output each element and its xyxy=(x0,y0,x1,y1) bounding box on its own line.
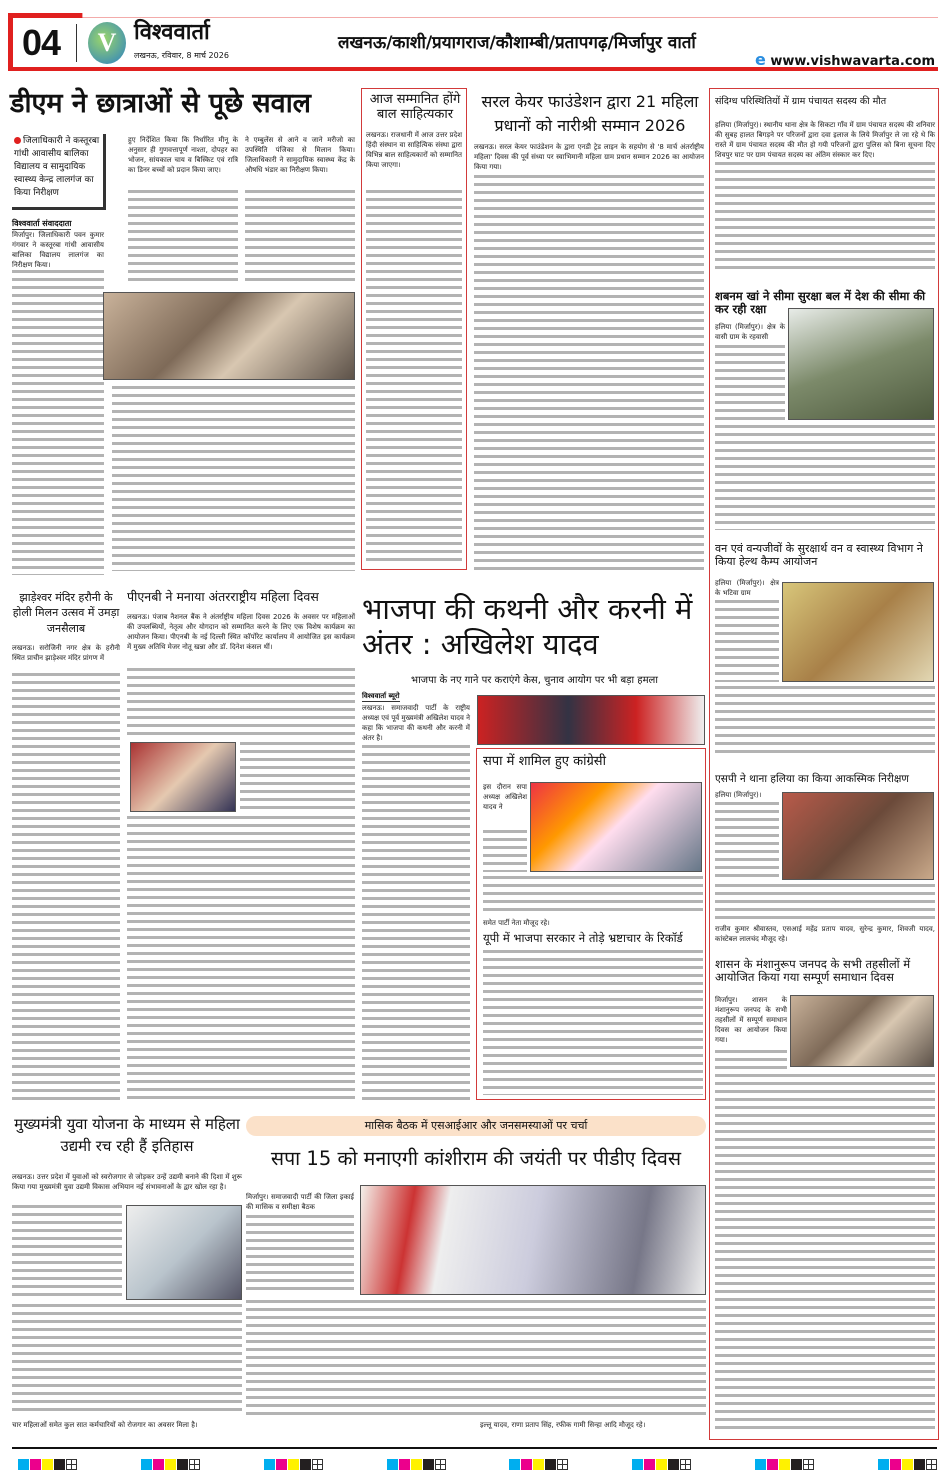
color-swatch xyxy=(644,1459,655,1470)
lead-death: हलिया (मिर्जापुर)। स्थानीय थाना क्षेत्र के सिकटा गाँव में ग्राम पंचायत सदस्य की शनिवार की सुबह हालत बिगड़ने पर परिजनों द्वारा दवा इलाज के लिये मिर्जापुर ले जा रहे थे कि रास्ते में ग्राम पंचायत सदस्य की मौत हो गयी परिजनों द्वारा पुलिस को बिना सूचना दिए शिवपुर घाट पर ग्राम पंचायत सदस्य का अंतिम संस्कार कर दिए। xyxy=(715,121,935,159)
color-bar xyxy=(878,1455,938,1474)
color-swatch xyxy=(276,1459,287,1470)
color-bar xyxy=(387,1455,447,1474)
headline-yuva: मुख्यमंत्री युवा योजना के माध्यम से महिला उद्यमी रच रही हैं इतिहास xyxy=(14,1115,240,1155)
lead-sp: हलिया (मिर्जापुर)। xyxy=(715,791,762,799)
crosshair-icon xyxy=(435,1459,446,1470)
crosshair-icon xyxy=(66,1459,77,1470)
headline-dm: डीएम ने छात्राओं से पूछे सवाल xyxy=(10,88,311,119)
color-swatch xyxy=(632,1459,643,1470)
lead-van: हलिया (मिर्जापुर)। क्षेत्र के भटिवा ग्राम xyxy=(715,579,779,597)
photo-dm xyxy=(103,292,355,380)
body-text xyxy=(715,802,779,880)
lead-jhad: लखनऊ। सरोजिनी नगर क्षेत्र के हरौनी स्थित प्राचीन झाड़ेश्वर मंदिर प्रांगण में xyxy=(12,644,120,662)
color-swatch xyxy=(288,1459,299,1470)
body-text xyxy=(128,190,238,285)
color-swatch xyxy=(300,1459,311,1470)
headline-van: वन एवं वन्यजीवों के सुरक्षार्थ वन व स्वास्थ्य विभाग ने किया हेल्थ कैम्प आयोजन xyxy=(715,542,923,568)
headline-congress: सपा में शामिल हुए कांग्रेसी xyxy=(483,754,606,769)
subhead-bjp: भाजपा के नए गाने पर कराएंगे केस, चुनाव आयोग पर भी बड़ा हमला xyxy=(411,675,658,686)
color-swatch xyxy=(399,1459,410,1470)
color-bar xyxy=(264,1455,324,1474)
col3-dm: ने एम्बुलेंस से आने व जाने मरीजो का उपस्थिति पंजिका से मिलान किया। जिलाधिकारी ने सामुदायिक स्वास्थ्य केंद्र के औषधि भंडार का निरीक्षण किया। xyxy=(245,136,355,174)
photo-van xyxy=(782,582,934,682)
body-text xyxy=(483,830,527,872)
color-swatch xyxy=(914,1459,925,1470)
color-swatch xyxy=(165,1459,176,1470)
photo-yuva xyxy=(126,1205,242,1300)
body-text xyxy=(246,1215,354,1295)
body-text xyxy=(715,162,935,274)
lead-bjp: लखनऊ। समाजवादी पार्टी के राष्ट्रीय अध्यक्ष एवं पूर्व मुख्यमंत्री अखिलेश यादव ने कहा कि भाजपा की कथनी और करनी में अंतर है। xyxy=(362,704,471,742)
color-swatch xyxy=(387,1459,398,1470)
edition-title: लखनऊ/काशी/प्रयागराज/कौशाम्बी/प्रतापगढ़/मिर्जापुर वार्ता xyxy=(338,33,696,53)
lead-shabnam: हलिया (मिर्जापुर)। क्षेत्र के वासी ग्राम के रहवासी xyxy=(715,323,785,341)
color-swatch xyxy=(264,1459,275,1470)
photo-shasan xyxy=(790,995,934,1067)
crosshair-icon xyxy=(189,1459,200,1470)
lead-kanshiram: मिर्जापुर। समाजवादी पार्टी की जिला इकाई की मासिक व समीक्षा बैठक xyxy=(246,1193,354,1211)
lead-bal: लखनऊ। राजधानी में आज उत्तर प्रदेश हिंदी संस्थान वा साहित्यिक संस्था द्वारा विभिन्न बाल साहित्यकारों को सम्मानित किया जाएगा। xyxy=(366,131,462,169)
photo-sp xyxy=(782,792,934,880)
body-text xyxy=(12,1304,242,1414)
body-text xyxy=(483,950,703,1095)
lead-sarla: लखनऊ। सरल केयर फाउंडेशन के द्वारा एनडी ट्रेड लाइन के सहयोग से '8 मार्च अंतर्राष्ट्रीय महिला' दिवस की पूर्व संध्या पर स्वाभिमानी महिला ग्राम प्रधान सम्मान 2026 का आयोजन किया गया। xyxy=(474,143,704,171)
col2-dm: हुए निर्देशित किया कि निर्धारित मीनू के अनुसार ही गुणवत्तापूर्ण नाश्ता, दोपहर का भोजन, सांयकाल चाय व बिस्किट एवं रात्रि का डिनर बच्चों को प्रदान किया जाए। xyxy=(128,136,238,174)
photo-congress xyxy=(530,782,702,872)
headline-jhad: झाड़ेश्वर मंदिर हरौनी के होली मिलन उत्सव में उमड़ा जनसैलाब xyxy=(12,591,120,635)
headline-shasan: शासन के मंशानुरूप जनपद के सभी तहसीलों में आयोजित किया गया सम्पूर्ण समाधान दिवस xyxy=(715,957,911,985)
lead-pnb: लखनऊ। पंजाब नैशनल बैंक ने अंतर्राष्ट्रीय महिला दिवस 2026 के अवसर पर महिलाओं की उपलब्धियों, नेतृत्व और योगदान को सम्मानित करने के लिए एक विशेष कार्यक्रम का आयोजन किया। पीएनबी के नई दिल्ली स्थित कॉर्पोरेट कार्यालय में आयोजित इस कार्यक्रम में मुख्य अतिथि मेजर नोतू खन्ना और डॉ. दिनेश कंसल थीं। xyxy=(127,613,355,651)
body-text xyxy=(483,876,703,916)
body-text xyxy=(715,600,779,682)
tail-kanshiram: इल्लू यादव, राणा प्रताप सिंह, रफीक गामी सिन्हा आदि मौजूद रहे। xyxy=(480,1421,646,1429)
body-text xyxy=(715,425,935,530)
body-text xyxy=(246,1300,706,1415)
lead-dm: मिर्जापुर। जिलाधिकारी पवन कुमार गंगवार ने कस्तूरबा गांधी आवासीय बालिका विद्यालय लालगंज का निरीक्षण किया। xyxy=(12,231,104,269)
lead-yuva: लखनऊ। उत्तर प्रदेश में युवाओं को स्वरोजगार से जोड़कर उन्हें उद्यमी बनाने की दिशा में शुरू किया गया मुख्यमंत्री युवा उद्यमी विकास अभियान नई संभावनाओं के द्वार खोल रहा है। xyxy=(12,1173,242,1191)
headline-up-bjp: यूपी में भाजपा सरकार ने तोड़े भ्रष्टाचार के रिकॉर्ड xyxy=(483,931,683,945)
dateline: लखनऊ, रविवार, 8 मार्च 2026 xyxy=(134,51,229,60)
headline-sarla: सरल केयर फाउंडेशन द्वारा 21 महिला प्रधानों को नारीश्री सम्मान 2026 xyxy=(481,92,699,135)
body-text xyxy=(362,745,470,1100)
subhead-box xyxy=(12,134,106,210)
website-link[interactable]: e www.vishwavarta.com xyxy=(755,50,935,69)
photo-shabnam xyxy=(788,308,934,420)
headline-death: संदिग्ध परिस्थितियों में ग्राम पंचायत सदस्य की मौत xyxy=(715,96,887,107)
body-text xyxy=(715,345,785,420)
color-bar xyxy=(632,1455,692,1474)
headline-pnb: पीएनबी ने मनाया अंतरराष्ट्रीय महिला दिवस xyxy=(127,589,319,604)
photo-bjp xyxy=(477,695,705,745)
color-swatch xyxy=(30,1459,41,1470)
registration-marks xyxy=(18,1455,938,1474)
browser-icon: e xyxy=(755,50,766,69)
red-dot-icon xyxy=(14,137,21,144)
headline-sp: एसपी ने थाना हलिया का किया आकस्मिक निरीक्षण xyxy=(715,773,909,785)
color-bar xyxy=(509,1455,569,1474)
color-swatch xyxy=(411,1459,422,1470)
color-swatch xyxy=(423,1459,434,1470)
body-text xyxy=(127,816,355,1101)
color-swatch xyxy=(177,1459,188,1470)
body-text xyxy=(366,190,462,562)
color-swatch xyxy=(668,1459,679,1470)
color-swatch xyxy=(141,1459,152,1470)
body-text xyxy=(12,270,104,575)
color-swatch xyxy=(545,1459,556,1470)
headline-kanshiram: सपा 15 को मनाएगी कांशीराम की जयंती पर पीडीए दिवस xyxy=(270,1147,682,1170)
color-swatch xyxy=(18,1459,29,1470)
crosshair-icon xyxy=(557,1459,568,1470)
masthead-title: विश्ववार्ता xyxy=(134,20,210,45)
body-text xyxy=(240,742,355,812)
color-swatch xyxy=(54,1459,65,1470)
tail-congress: समेत पार्टी नेता मौजूद रहे। xyxy=(483,919,550,927)
color-swatch xyxy=(755,1459,766,1470)
photo-kanshiram xyxy=(360,1185,706,1295)
body-text xyxy=(474,175,704,575)
color-swatch xyxy=(890,1459,901,1470)
color-swatch xyxy=(791,1459,802,1470)
footer-rule xyxy=(12,1447,937,1449)
banner-sir: मासिक बैठक में एसआईआर और जनसमस्याओं पर चर्चा xyxy=(246,1116,706,1136)
body-text xyxy=(715,686,935,758)
headline-shabnam: शबनम खां ने सीमा सुरक्षा बल में देश की सीमा की कर रही रक्षा xyxy=(715,289,926,317)
color-swatch xyxy=(509,1459,520,1470)
color-swatch xyxy=(779,1459,790,1470)
body-text xyxy=(127,668,355,738)
tail-sp: राजीव कुमार श्रीवास्तव, एसआई महेंद्र प्रताप यादव, सुरेन्द्र कुमार, शिवजी यादव, कांस्टेबल लालचंद मौजूद रहे। xyxy=(715,925,935,943)
body-text xyxy=(245,190,355,285)
crosshair-icon xyxy=(926,1459,937,1470)
body-text xyxy=(12,1205,122,1300)
subhead-dm: जिलाधिकारी ने कस्तूरबा गांधी आवासीय बालिका विद्यालय व सामुदायिक स्वास्थ्य केन्द्र लालगंज का किया निरीक्षण xyxy=(14,136,100,198)
body-text xyxy=(12,673,120,1103)
color-swatch xyxy=(521,1459,532,1470)
lead-congress: इस दौरान सपा अध्यक्ष अखिलेश यादव ने xyxy=(483,783,527,811)
color-swatch xyxy=(878,1459,889,1470)
logo: V xyxy=(88,22,126,64)
color-swatch xyxy=(902,1459,913,1470)
page-number: 04 xyxy=(22,22,61,63)
body-text xyxy=(715,1074,935,1434)
headline-bal: आज सम्मानित होंगे बाल साहित्यकार xyxy=(369,92,461,122)
color-swatch xyxy=(42,1459,53,1470)
body-text xyxy=(112,386,355,571)
headline-bjp: भाजपा की कथनी और करनी में अंतर : अखिलेश यादव xyxy=(362,592,693,661)
color-bar xyxy=(18,1455,78,1474)
color-swatch xyxy=(767,1459,778,1470)
crosshair-icon xyxy=(803,1459,814,1470)
photo-pnb xyxy=(130,742,236,812)
color-swatch xyxy=(153,1459,164,1470)
color-bar xyxy=(141,1455,201,1474)
byline-dm: विश्ववार्ता संवाददाता xyxy=(12,219,72,228)
tail-yuva: चार महिलाओं समेत कुल सात कर्मचारियों को रोजगार का अवसर मिला है। xyxy=(12,1421,198,1429)
color-bar xyxy=(755,1455,815,1474)
byline-bjp: विश्ववार्ता ब्यूरो xyxy=(362,692,400,700)
divider xyxy=(76,24,77,62)
body-text xyxy=(715,884,935,924)
crosshair-icon xyxy=(312,1459,323,1470)
color-swatch xyxy=(533,1459,544,1470)
color-swatch xyxy=(656,1459,667,1470)
lead-shasan: मिर्जापुर। शासन के मंशानुरूप जनपद के सभी तहसीलों में सम्पूर्ण समाधान दिवस का आयोजन किया गया। xyxy=(715,996,787,1044)
crosshair-icon xyxy=(680,1459,691,1470)
body-text xyxy=(715,1050,787,1070)
